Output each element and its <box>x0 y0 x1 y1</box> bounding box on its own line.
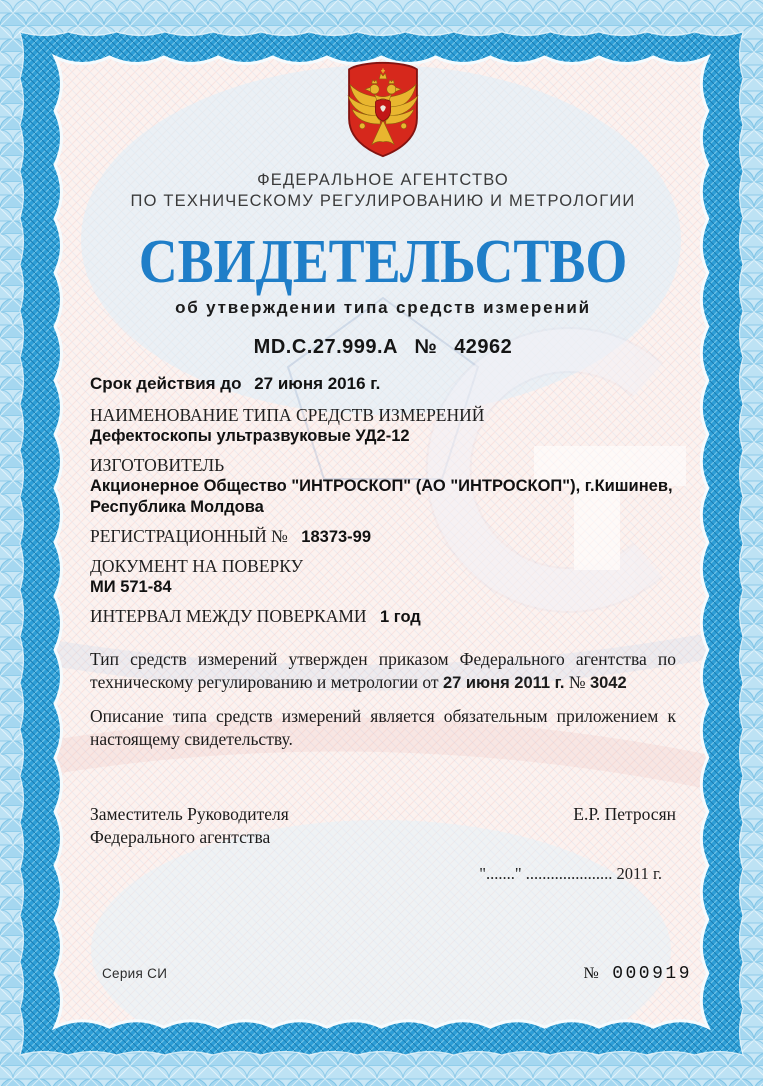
description-paragraph: Описание типа средств измерений является обязательным приложением к настоящему свидетельству. <box>90 706 676 749</box>
emblem-wrap <box>90 60 676 158</box>
footer-row <box>102 964 692 984</box>
signature-row <box>90 803 676 849</box>
verification-doc-field <box>90 556 676 598</box>
verification-doc-value: МИ 571-84 <box>90 578 172 596</box>
signature-date-line: "......." ..................... 2011 г. <box>479 864 662 883</box>
manufacturer-label: ИЗГОТОВИТЕЛЬ <box>90 455 225 475</box>
agency-name-line2: ПО ТЕХНИЧЕСКОМУ РЕГУЛИРОВАНИЮ И МЕТРОЛОГИИ <box>130 192 636 210</box>
registration-label: РЕГИСТРАЦИОННЫЙ № <box>90 526 288 546</box>
manufacturer-value-line1: Акционерное Общество "ИНТРОСКОП" (АО "ИНТРОСКОП"), г.Кишинев, <box>90 477 673 495</box>
russia-coat-of-arms-icon <box>336 60 430 158</box>
manufacturer-value-line2: Республика Молдова <box>90 498 264 516</box>
verification-doc-label: ДОКУМЕНТ НА ПОВЕРКУ <box>90 556 303 576</box>
serial-numero-sign: № <box>583 965 599 982</box>
approval-order-number: 3042 <box>589 674 627 692</box>
serial-number: 000919 <box>612 964 692 984</box>
certificate-code: MD.C.27.999.A <box>253 336 398 358</box>
series-label: Серия СИ <box>102 966 168 981</box>
instrument-field <box>90 405 676 447</box>
signer-position-line1: Заместитель Руководителя <box>90 804 289 824</box>
verification-interval-field <box>90 606 676 628</box>
certificate-number-line <box>90 336 676 359</box>
certificate-content <box>90 58 692 1040</box>
manufacturer-field <box>90 455 676 518</box>
approval-order-date: 27 июня 2011 г. <box>442 674 565 692</box>
validity-date: 27 июня 2016 г. <box>254 374 381 393</box>
verification-interval-label: ИНТЕРВАЛ МЕЖДУ ПОВЕРКАМИ <box>90 606 367 626</box>
numero-sign: № <box>414 336 438 358</box>
registration-value: 18373-99 <box>301 528 372 546</box>
certificate-number: 42962 <box>454 336 513 358</box>
validity-label: Срок действия до <box>90 374 242 393</box>
document-subtitle: об утверждении типа средств измерений <box>175 298 591 317</box>
signer-position-line2: Федерального агентства <box>90 827 271 847</box>
document-title: СВИДЕТЕЛЬСТВО <box>138 228 628 296</box>
signer-position <box>90 803 289 849</box>
instrument-label: НАИМЕНОВАНИЕ ТИПА СРЕДСТВ ИЗМЕРЕНИЙ <box>90 405 485 425</box>
registration-field <box>90 526 676 548</box>
instrument-value: Дефектоскопы ультразвуковые УД2-12 <box>90 427 410 445</box>
agency-name-line1: ФЕДЕРАЛЬНОЕ АГЕНТСТВО <box>257 171 509 189</box>
verification-interval-value: 1 год <box>380 608 421 626</box>
approval-paragraph <box>90 648 676 695</box>
approval-text: Тип средств измерений утвержден приказом Федерального агентства по техническому регулированию и метрологии от <box>90 649 676 692</box>
serial-number-group <box>583 964 692 984</box>
approval-numero-sign: № <box>568 672 586 692</box>
signer-name: Е.Р. Петросян <box>573 804 676 824</box>
validity-line <box>90 374 676 394</box>
